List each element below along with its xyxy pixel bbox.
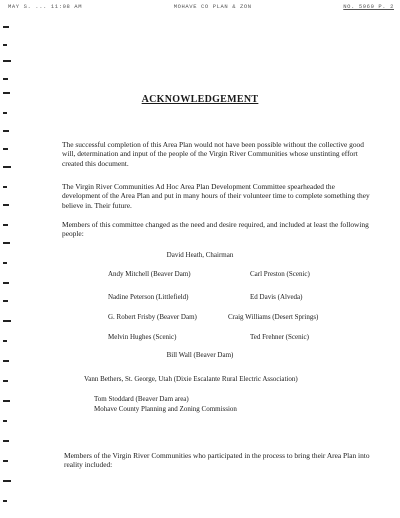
intro-paragraph: The successful completion of this Area Plan would not have been possible without the collective good will, determination and input of the people of the Virgin River Communities whose unstinting effort created this document. (62, 140, 364, 168)
member-pair4-left: Melvin Hughes (Scenic) (108, 333, 177, 341)
member-pair4-right: Ted Frehner (Scenic) (250, 333, 309, 341)
page-title: ACKNOWLEDGEMENT (141, 94, 259, 105)
fax-header-page-number: NO. 5960 P. 2 (343, 3, 394, 10)
member-pair3-right: Craig Williams (Desert Springs) (228, 313, 319, 321)
member-extra2: Tom Stoddard (Beaver Dam area) (94, 395, 189, 403)
committee-paragraph: The Virgin River Communities Ad Hoc Area Plan Development Committee spearheaded the development of the Area Plan and put in many hours of their volunteer time to complete something they believe in. Their future. (62, 182, 370, 210)
fax-header (8, 3, 394, 10)
member-pair2-left: Nadine Peterson (Littlefield) (108, 293, 189, 301)
fax-header-date: MAY S. ... 11:08 AM (8, 3, 83, 10)
member-extra3: Mohave County Planning and Zoning Commission (94, 405, 237, 413)
member-center2: Bill Wall (Beaver Dam) (166, 351, 234, 359)
member-pair2-right: Ed Davis (Alveda) (250, 293, 303, 301)
member-chairman: David Heath, Chairman (166, 251, 234, 259)
member-pair1-right: Carl Preston (Scenic) (250, 270, 310, 278)
closing-paragraph: Members of the Virgin River Communities who participated in the process to bring their Area Plan into reality included: (64, 451, 370, 470)
fax-header-sender: MOHAVE CO PLAN & ZON (173, 3, 252, 10)
members-intro-paragraph: Members of this committee changed as the need and desire required, and included at least the following people: (62, 220, 369, 239)
member-pair1-left: Andy Mitchell (Beaver Dam) (108, 270, 191, 278)
member-extra1: Vann Bethers, St. George, Utah (Dixie Escalante Rural Electric Association) (84, 375, 298, 383)
member-pair3-left: G. Robert Frisby (Beaver Dam) (108, 313, 197, 321)
